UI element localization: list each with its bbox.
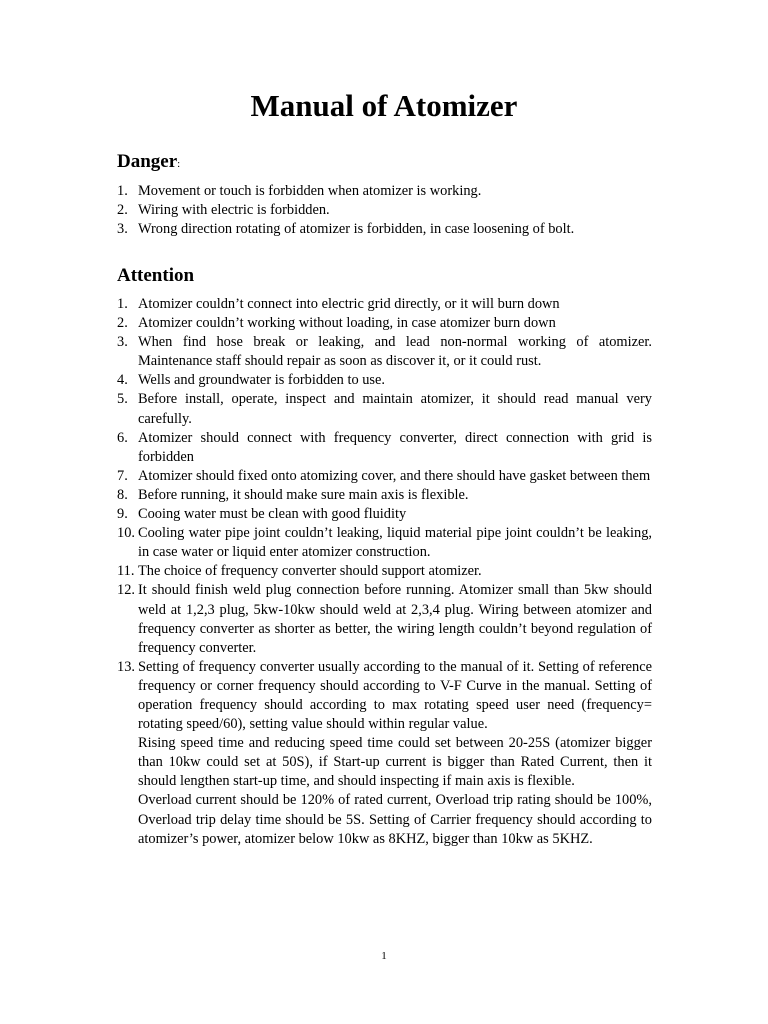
list-item	[117, 658, 652, 849]
list-item	[117, 581, 652, 657]
document-title: Manual of Atomizer	[250, 88, 518, 123]
item-number: 13.	[117, 658, 135, 675]
list-item	[117, 220, 652, 239]
list-item	[117, 467, 652, 486]
item-number: 4.	[117, 372, 128, 389]
attention-heading: Attention	[117, 265, 195, 286]
item-number: 8.	[117, 486, 128, 503]
item-text: Before install, operate, inspect and maintain atomizer, it should read manual very carefully.	[138, 391, 652, 427]
item-text: Atomizer couldn’t connect into electric grid directly, or it will burn down	[138, 296, 560, 312]
item-text: Atomizer should fixed onto atomizing cover, and there should have gasket between them	[138, 467, 651, 484]
item-number: 11.	[117, 563, 135, 580]
item-number: 9.	[117, 506, 128, 523]
list-item	[117, 314, 652, 333]
list-item	[117, 524, 652, 562]
item-text: The choice of frequency converter should support atomizer.	[138, 563, 482, 580]
item-number: 1.	[117, 296, 128, 312]
item-text: It should finish weld plug connection before running. Atomizer small than 5kw should weld at 1,2,3 plug, 5kw-10kw should weld at 2,3,4 plug. Wiring between atomizer and frequency converter as shorter as better, the wiring length couldn’t beyond regulation of frequency converter.	[138, 582, 652, 656]
item-text: Wrong direction rotating of atomizer is forbidden, in case loosening of bolt.	[138, 221, 575, 238]
list-item	[117, 505, 652, 524]
list-item	[117, 390, 652, 428]
item-paragraph: Overload current should be 120% of rated current, Overload trip rating should be 100%, Overload trip delay time should be 5S. Setting of Carrier frequency should according to atomizer’s power, atomizer below 10kw as 8KHZ, bigger than 10kw as 5KHZ.	[138, 792, 652, 847]
item-text: Wells and groundwater is forbidden to use.	[138, 372, 386, 389]
list-item	[117, 201, 652, 220]
item-text: Cooing water must be clean with good fluidity	[138, 506, 407, 523]
item-text: Atomizer should connect with frequency converter, direct connection with grid is forbidden	[138, 429, 652, 465]
item-text: Before running, it should make sure main axis is flexible.	[138, 486, 469, 503]
danger-heading-colon: :	[177, 158, 181, 170]
item-number: 2.	[117, 315, 128, 332]
item-number: 5.	[117, 391, 128, 408]
item-number: 12.	[117, 582, 135, 599]
attention-list	[117, 295, 652, 849]
item-number: 7.	[117, 467, 128, 484]
list-item	[117, 333, 652, 371]
item-text: Wiring with electric is forbidden.	[138, 202, 330, 219]
item-paragraph: Setting of frequency converter usually according to the manual of it. Setting of reference frequency or corner frequency should according to V-F Curve in the manual. Setting of operation frequency should according to max rotating speed user need (frequency= rotating speed/60), setting value should within regular value.	[138, 658, 652, 733]
item-number: 6.	[117, 429, 128, 446]
item-text: Atomizer couldn’t working without loading, in case atomizer burn down	[138, 315, 556, 332]
item-number: 10.	[117, 525, 135, 542]
list-item	[117, 429, 652, 467]
list-item	[117, 182, 652, 201]
item-number: 3.	[117, 334, 128, 351]
list-item	[117, 295, 652, 314]
list-item	[117, 371, 652, 390]
item-number: 2.	[117, 202, 128, 219]
item-paragraph: Rising speed time and reducing speed time could set between 20-25S (atomizer bigger than 10kw could set at 50S), if Start-up current is bigger than Rated Current, then it should lengthen start-up time, and should inspecting if main axis is flexible.	[138, 735, 652, 790]
page-number: 1	[381, 950, 387, 962]
list-item	[117, 562, 652, 581]
item-text: When find hose break or leaking, and lead non-normal working of atomizer. Maintenance staff should repair as soon as discover it, or it could rust.	[138, 334, 652, 370]
list-item	[117, 486, 652, 505]
danger-heading	[117, 150, 180, 176]
item-number: 3.	[117, 221, 128, 238]
item-number: 1.	[117, 183, 128, 199]
item-text: Cooling water pipe joint couldn’t leaking, liquid material pipe joint couldn’t be leaking, in case water or liquid enter atomizer construction.	[138, 525, 652, 561]
danger-heading-text: Danger	[117, 151, 178, 172]
item-text: Movement or touch is forbidden when atomizer is working.	[138, 183, 482, 199]
danger-list	[117, 182, 652, 239]
